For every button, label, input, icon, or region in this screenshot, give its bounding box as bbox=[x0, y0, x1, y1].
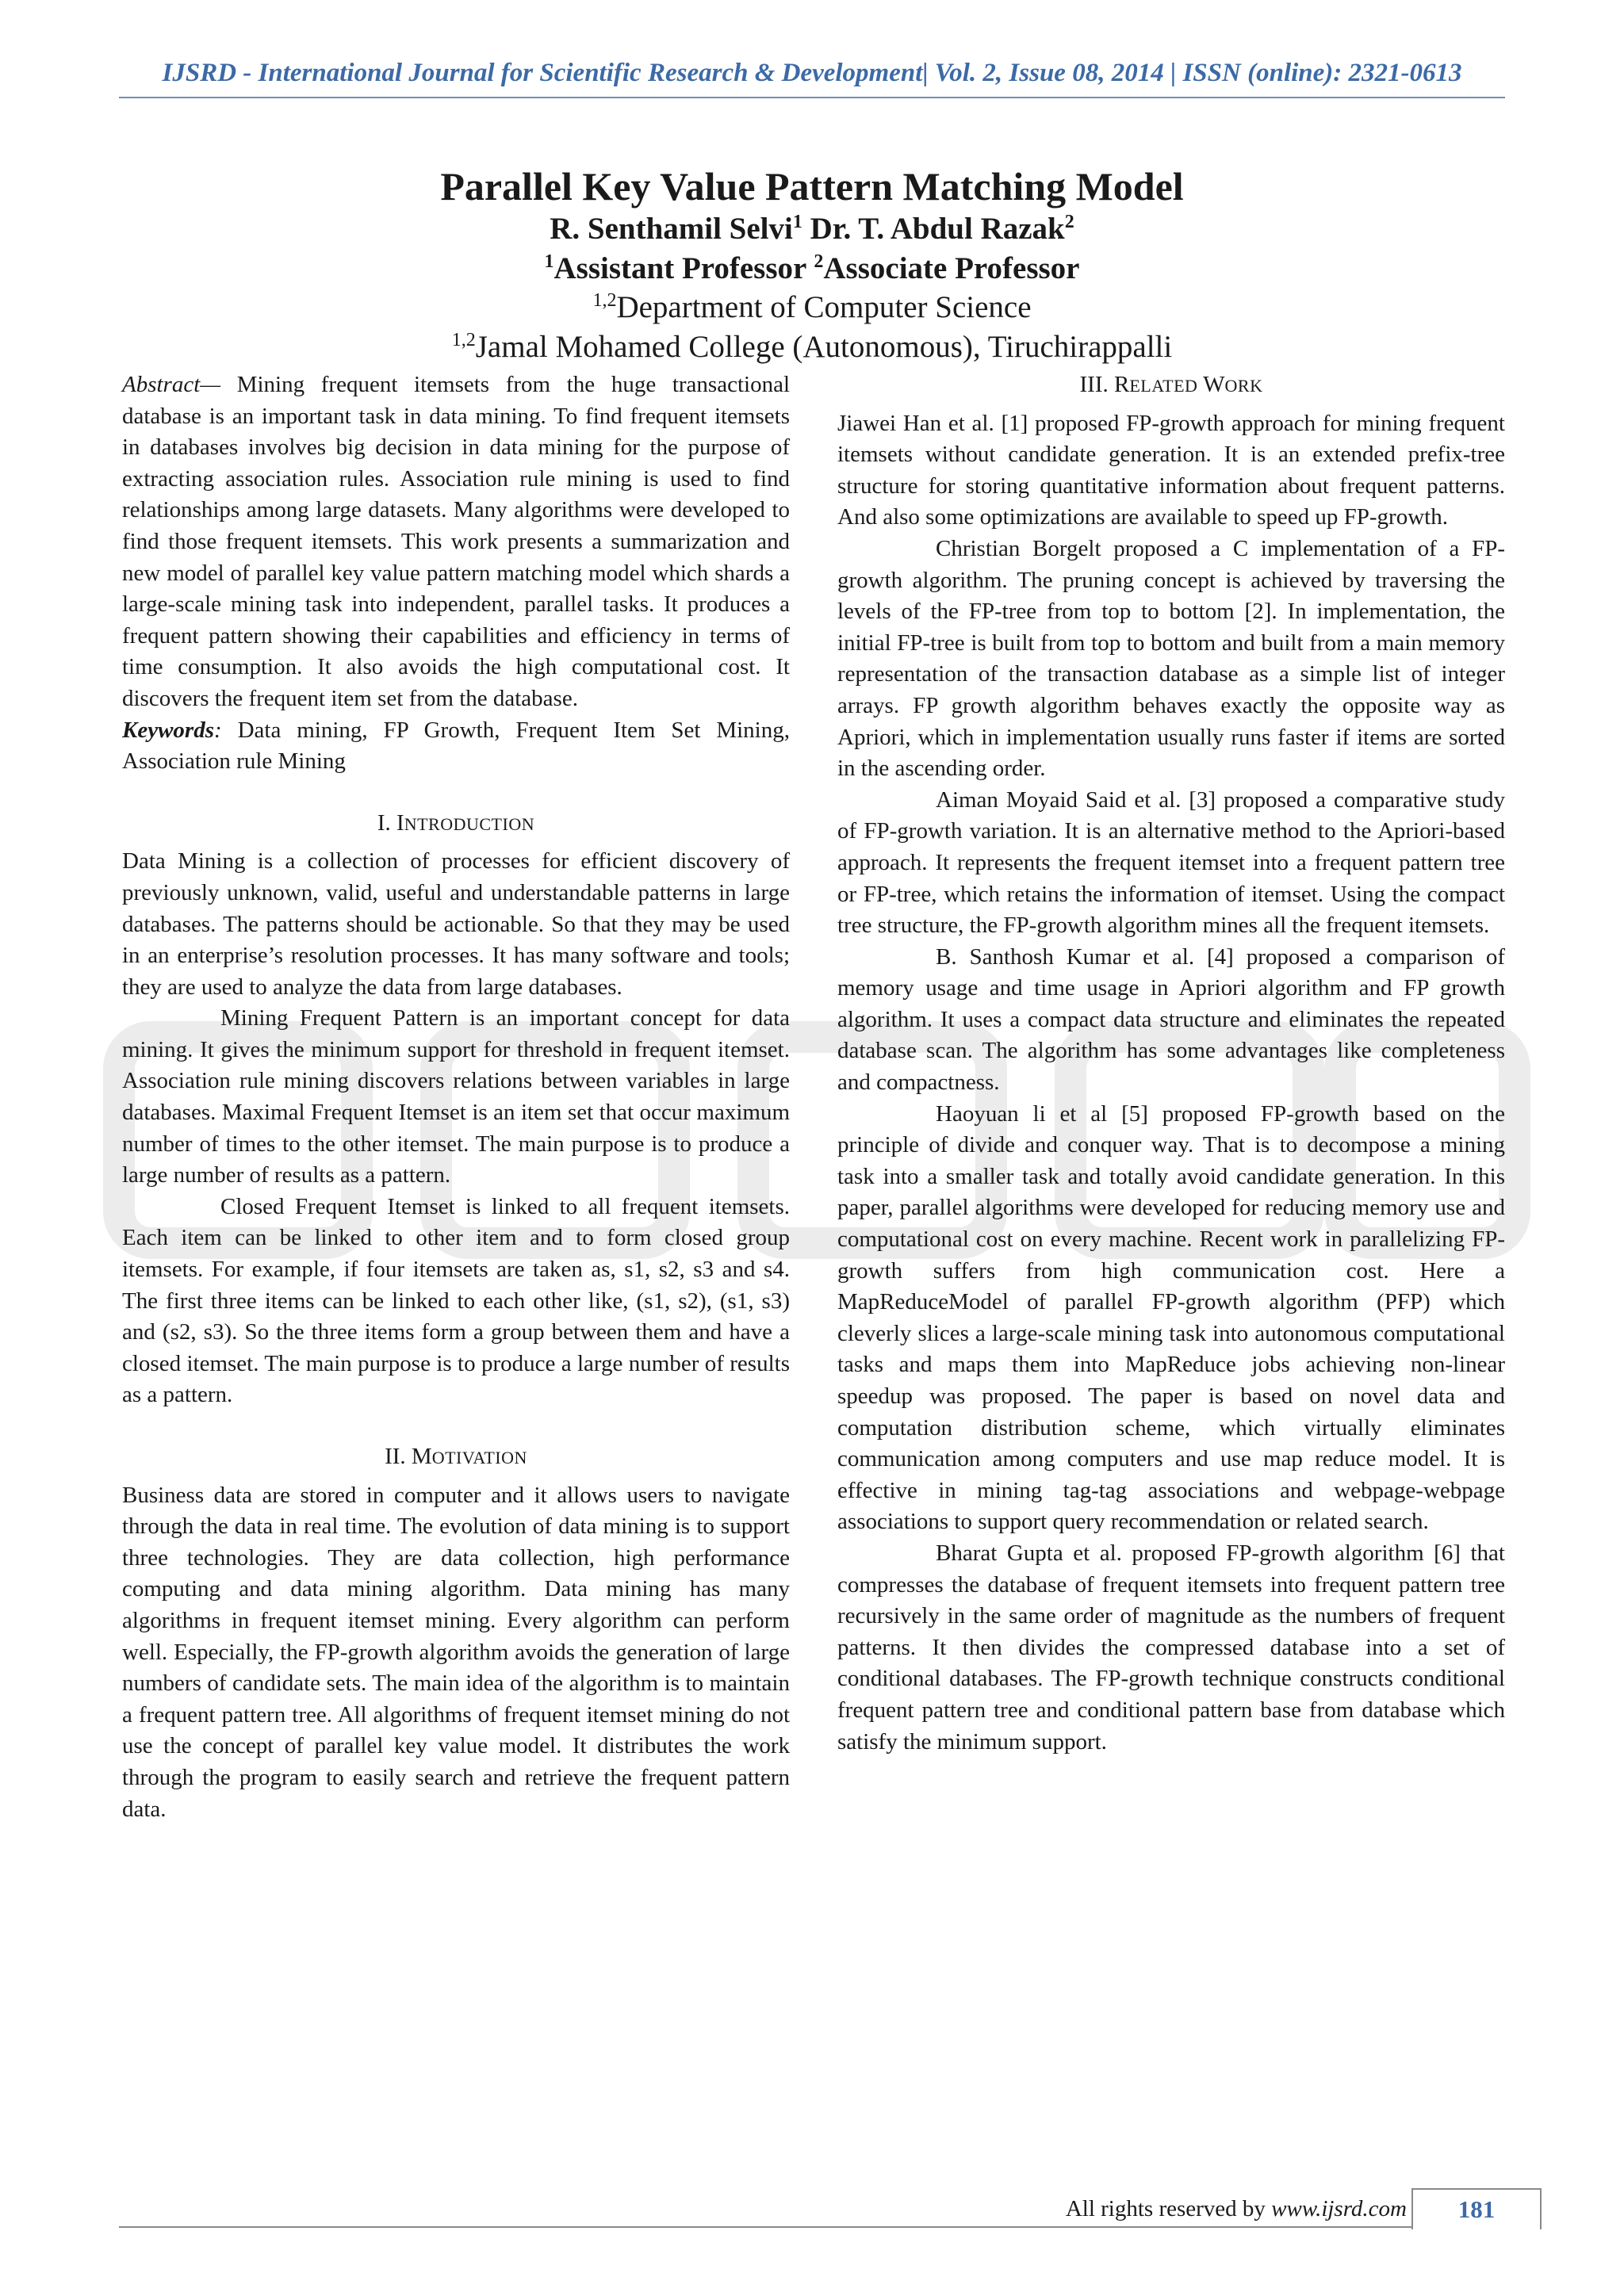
page-footer bbox=[0, 2188, 1624, 2244]
page-number: 181 bbox=[1411, 2188, 1542, 2229]
section-heading-related-work: III. RELATED WORK bbox=[1079, 372, 1263, 397]
intro-paragraph-2: Mining Frequent Pattern is an important concept for data mining. It gives the minimum support for threshold in frequent itemset. Association rule mining discovers relations between variables in large databases. Maximal Frequent Itemset is an item set that occur maximum number of times to the other itemset. The main purpose is to produce a large number of results as a pattern. bbox=[122, 1005, 790, 1188]
department: Department of Computer Science bbox=[616, 290, 1032, 324]
intro-paragraph-3: Closed Frequent Itemset is linked to all frequent itemsets. Each item can be linked to other item and to form closed group itemsets. For example, if four itemsets are taken as, s1, s2, s3 and s4. The first three items can be linked to each other like, (s1, s2), (s1, s3) and (s2, s3). So the three items form a group between them and have a closed itemset. The main purpose is to produce a large number of results as a pattern. bbox=[122, 1193, 790, 1408]
related-paragraph-4: B. Santhosh Kumar et al. [4] proposed a comparison of memory usage and time usage in Apriori algorithm and FP growth algorithm. It uses a compact data structure and eliminates the repeated database scan. The algorithm has some advantages like completeness and compactness. bbox=[837, 943, 1505, 1096]
paper-title: Parallel Key Value Pattern Matching Model bbox=[440, 164, 1184, 209]
roles-line bbox=[119, 249, 1505, 289]
related-paragraph-3: Aiman Moyaid Said et al. [3] proposed a comparative study of FP-growth variation. It is an alternative method to the Apriori-based approach. It represents the frequent itemset into a frequent pattern tree or FP-tree, which retains the information of itemset. Using the compact tree structure, the FP-growth algorithm mines all the frequent itemsets. bbox=[837, 786, 1505, 939]
journal-header: IJSRD - International Journal for Scientific Research & Development| Vol. 2, Issue 08, 2014 | ISSN (online): 2321-0613 bbox=[162, 59, 1462, 87]
related-paragraph-2: Christian Borgelt proposed a C implementation of a FP-growth algorithm. The pruning concept is achieved by traversing the levels of the FP-tree from top to bottom [2]. In implementation, the initial FP-tree is built from top to bottom and built from a main memory representation of the transaction database as a simple list of integer arrays. FP growth algorithm behaves exactly the opposite way as Apriori, which in implementation usually runs faster if items are sorted in the ascending order. bbox=[837, 535, 1505, 782]
keywords-label: Keywords bbox=[122, 717, 214, 743]
author-2-sup: 2 bbox=[1064, 212, 1074, 232]
section-heading-motivation: II. MOTIVATION bbox=[385, 1444, 527, 1469]
related-paragraph-6: Bharat Gupta et al. proposed FP-growth algorithm [6] that compresses the database of frequent itemsets into frequent pattern tree recursively in the same order of magnitude as the numbers of frequent patterns. It then divides the compressed database into a set of conditional databases. The FP-growth technique constructs conditional frequent pattern tree and conditional pattern base from database which satisfy the minimum support. bbox=[837, 1540, 1505, 1755]
role-1-sup: 1 bbox=[544, 251, 554, 272]
role-2: Associate Professor bbox=[823, 251, 1080, 285]
right-column bbox=[837, 369, 1505, 1758]
footer-rule bbox=[119, 2226, 1511, 2228]
abstract bbox=[122, 369, 790, 715]
author-2: Dr. T. Abdul Razak bbox=[810, 212, 1065, 246]
authors-line bbox=[119, 209, 1505, 249]
journal-website-link[interactable]: www.ijsrd.com bbox=[1271, 2196, 1407, 2221]
title-block bbox=[119, 163, 1505, 368]
keywords-colon: : bbox=[214, 717, 222, 743]
keywords bbox=[122, 715, 790, 778]
section-heading-introduction: I. INTRODUCTION bbox=[377, 809, 535, 836]
author-1-sup: 1 bbox=[792, 212, 802, 232]
college-sup: 1,2 bbox=[451, 330, 476, 350]
keywords-text: Data mining, FP Growth, Frequent Item Set Mining, Association rule Mining bbox=[122, 717, 790, 775]
rights-reserved: All rights reserved by www.ijsrd.com bbox=[1065, 2196, 1407, 2221]
role-1: Assistant Professor bbox=[553, 251, 806, 285]
related-paragraph-1: Jiawei Han et al. [1] proposed FP-growth approach for mining frequent itemsets without candidate generation. It is an extended prefix-tree structure for storing quantitative information about frequent patterns. And also some optimizations are available to speed up FP-growth. bbox=[837, 410, 1505, 530]
intro-paragraph-1: Data Mining is a collection of processes for efficient discovery of previously unknown, valid, useful and understandable patterns in large databases. The patterns should be actionable. So that they may be used in an enterprise’s resolution processes. It has many software and tools; they are used to analyze the data from large databases. bbox=[122, 848, 790, 1000]
college-line bbox=[119, 327, 1505, 368]
abstract-label: Abstract— bbox=[122, 372, 221, 397]
motivation-paragraph-1: Business data are stored in computer and it allows users to navigate through the data in real time. The evolution of data mining is to support three technologies. They are data collection, high performance computing and data mining algorithm. Data mining has many algorithms in frequent itemset mining. Every algorithm can perform well. Especially, the FP-growth algorithm avoids the generation of large numbers of candidate sets. The main idea of the algorithm is to maintain a frequent pattern tree. All algorithms of frequent itemset mining do not use the concept of parallel key value model. It distributes the work through the program to easily search and retrieve the frequent pattern data. bbox=[122, 1482, 790, 1822]
header-rule bbox=[119, 97, 1505, 98]
department-line bbox=[119, 289, 1505, 327]
related-paragraph-5: Haoyuan li et al [5] proposed FP-growth based on the principle of divide and conquer way. That is to decompose a mining task into a smaller task and totally avoid candidate generation. In this paper, parallel algorithms were developed for reducing memory use and computational cost on every machine. Recent work in parallelizing FP-growth suffers from high communication cost. Here a MapReduceModel of parallel FP-growth algorithm (PFP) which cleverly slices a large-scale mining task into autonomous computational tasks and maps them into MapReduce jobs achieving non-linear speedup was proposed. The paper is based on novel data and computation distribution scheme, which virtually eliminates communication among computers and use map reduce model. It is effective in mining tag-tag associations and webpage-webpage associations to support query recommendation or related search. bbox=[837, 1100, 1505, 1535]
abstract-text: Mining frequent itemsets from the huge transactional database is an important task in data mining. To find frequent itemsets in databases involves big decision in data mining for the purpose of extracting association rules. Association rule mining is used to find relationships among large datasets. Many algorithms were developed to find those frequent itemsets. This work presents a summarization and new model of parallel key value pattern matching model which shards a large-scale mining task into independent, parallel tasks. It produces a frequent pattern showing their capabilities and efficiency in terms of time consumption. It also avoids the high computational cost. It discovers the frequent item set from the database. bbox=[122, 372, 790, 711]
department-sup: 1,2 bbox=[592, 290, 617, 311]
college: Jamal Mohamed College (Autonomous), Tiruchirappalli bbox=[475, 330, 1173, 364]
author-1: R. Senthamil Selvi bbox=[550, 212, 793, 246]
role-2-sup: 2 bbox=[814, 251, 824, 272]
left-column bbox=[122, 369, 790, 1825]
